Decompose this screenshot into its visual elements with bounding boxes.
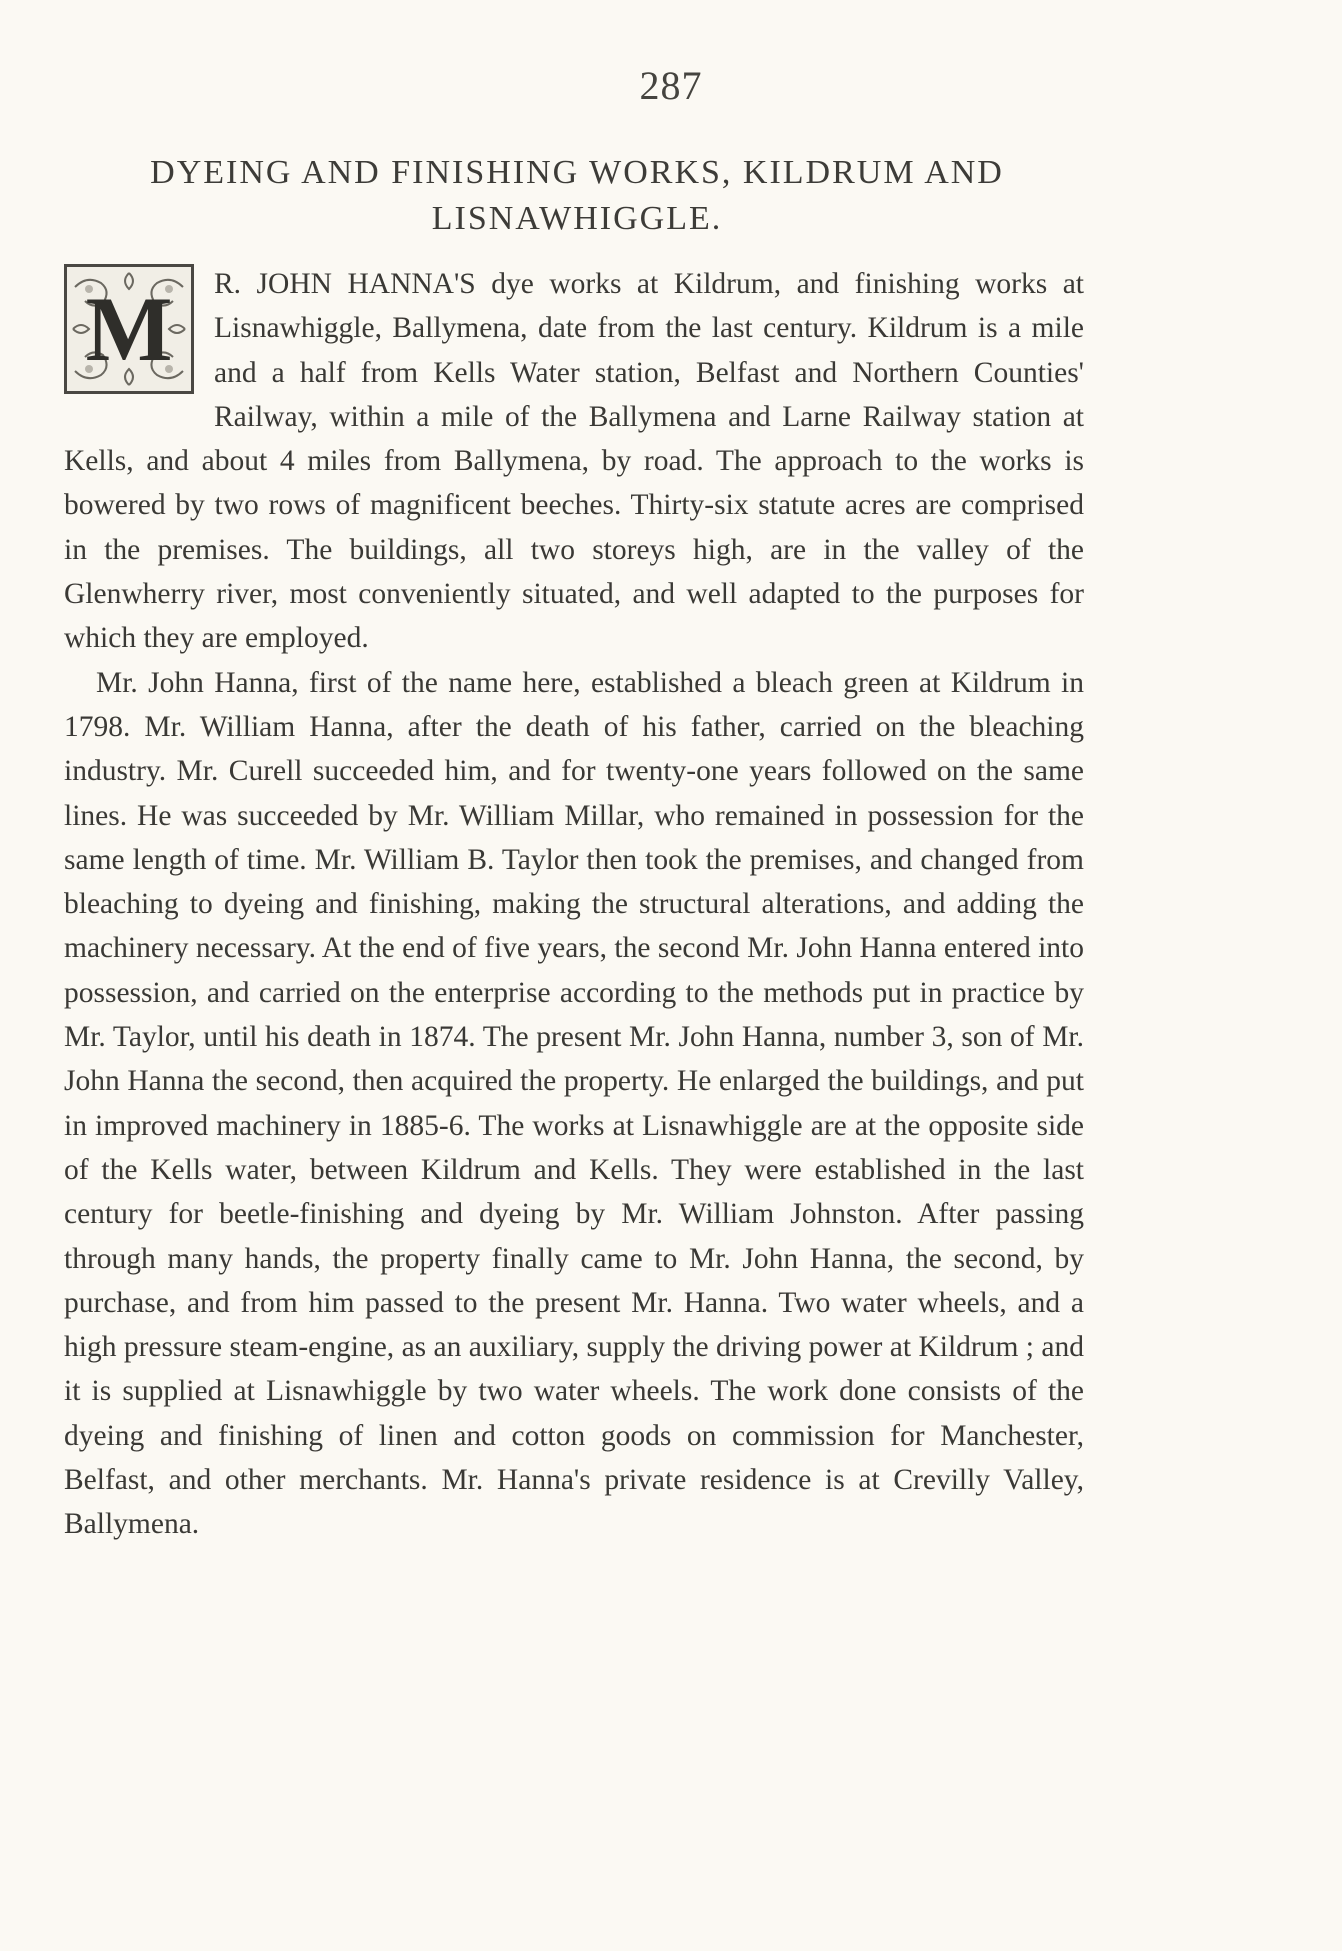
decorated-initial [64, 264, 194, 394]
drop-cap-letter: M [85, 277, 173, 380]
page-number: 287 [639, 63, 703, 108]
paragraph-2: Mr. John Hanna, first of the name here, established a bleach green at Kildrum in 1798. Mr. William Hanna, after the death of his father, carried on the bleaching industry. Mr. Curell succeeded him, and for twenty-one years followed on the same lines. He was succeeded by Mr. William Millar, who remained in possession for the same length of time. Mr. William B. Taylor then took the premises, and changed from bleaching to dyeing and finishing, making the structural alterations, and adding the machinery necessary. At the end of five years, the second Mr. John Hanna entered into possession, and carried on the enterprise according to the methods put in practice by Mr. Taylor, until his death in 1874. The present Mr. John Hanna, number 3, son of Mr. John Hanna the second, then acquired the property. He enlarged the buildings, and put in improved machinery in 1885-6. The works at Lisnawhiggle are at the opposite side of the Kells water, between Kildrum and Kells. They were established in the last century for beetle-finishing and dyeing by Mr. William Johnston. After passing through many hands, the property finally came to Mr. John Hanna, the second, by purchase, and from him passed to the present Mr. Hanna. Two water wheels, and a high pressure steam-engine, as an auxiliary, supply the driving power at Kildrum ; and it is supplied at Lisnawhiggle by two water wheels. The work done consists of the dyeing and finishing of linen and cotton goods on commission for Manchester, Belfast, and other merchants. Mr. Hanna's private residence is at Crevilly Valley, Ballymena. [64, 666, 1084, 1541]
paragraph-1-text: R. JOHN HANNA'S dye works at Kildrum, and finishing works at Lisnawhiggle, Ballymena, date from the last century. Kildrum is a mile and a half from Kells Water station, Belfast and Northern Counties' Railway, within a mile of the Ballymena and Larne Railway station at Kells, and about 4 miles from Ballymena, by road. The approach to the works is bowered by two rows of magnificent beeches. Thirty-six statute acres are comprised in the premises. The buildings, all two storeys high, are in the valley of the Glenwherry river, most conveniently situated, and well adapted to the purposes for which they are employed. [64, 268, 1084, 655]
paragraph-1 [64, 262, 1084, 661]
article-title: DYEING AND FINISHING WORKS, KILDRUM AND LISNAWHIGGLE. [150, 154, 1004, 237]
article-body [64, 262, 1084, 1547]
